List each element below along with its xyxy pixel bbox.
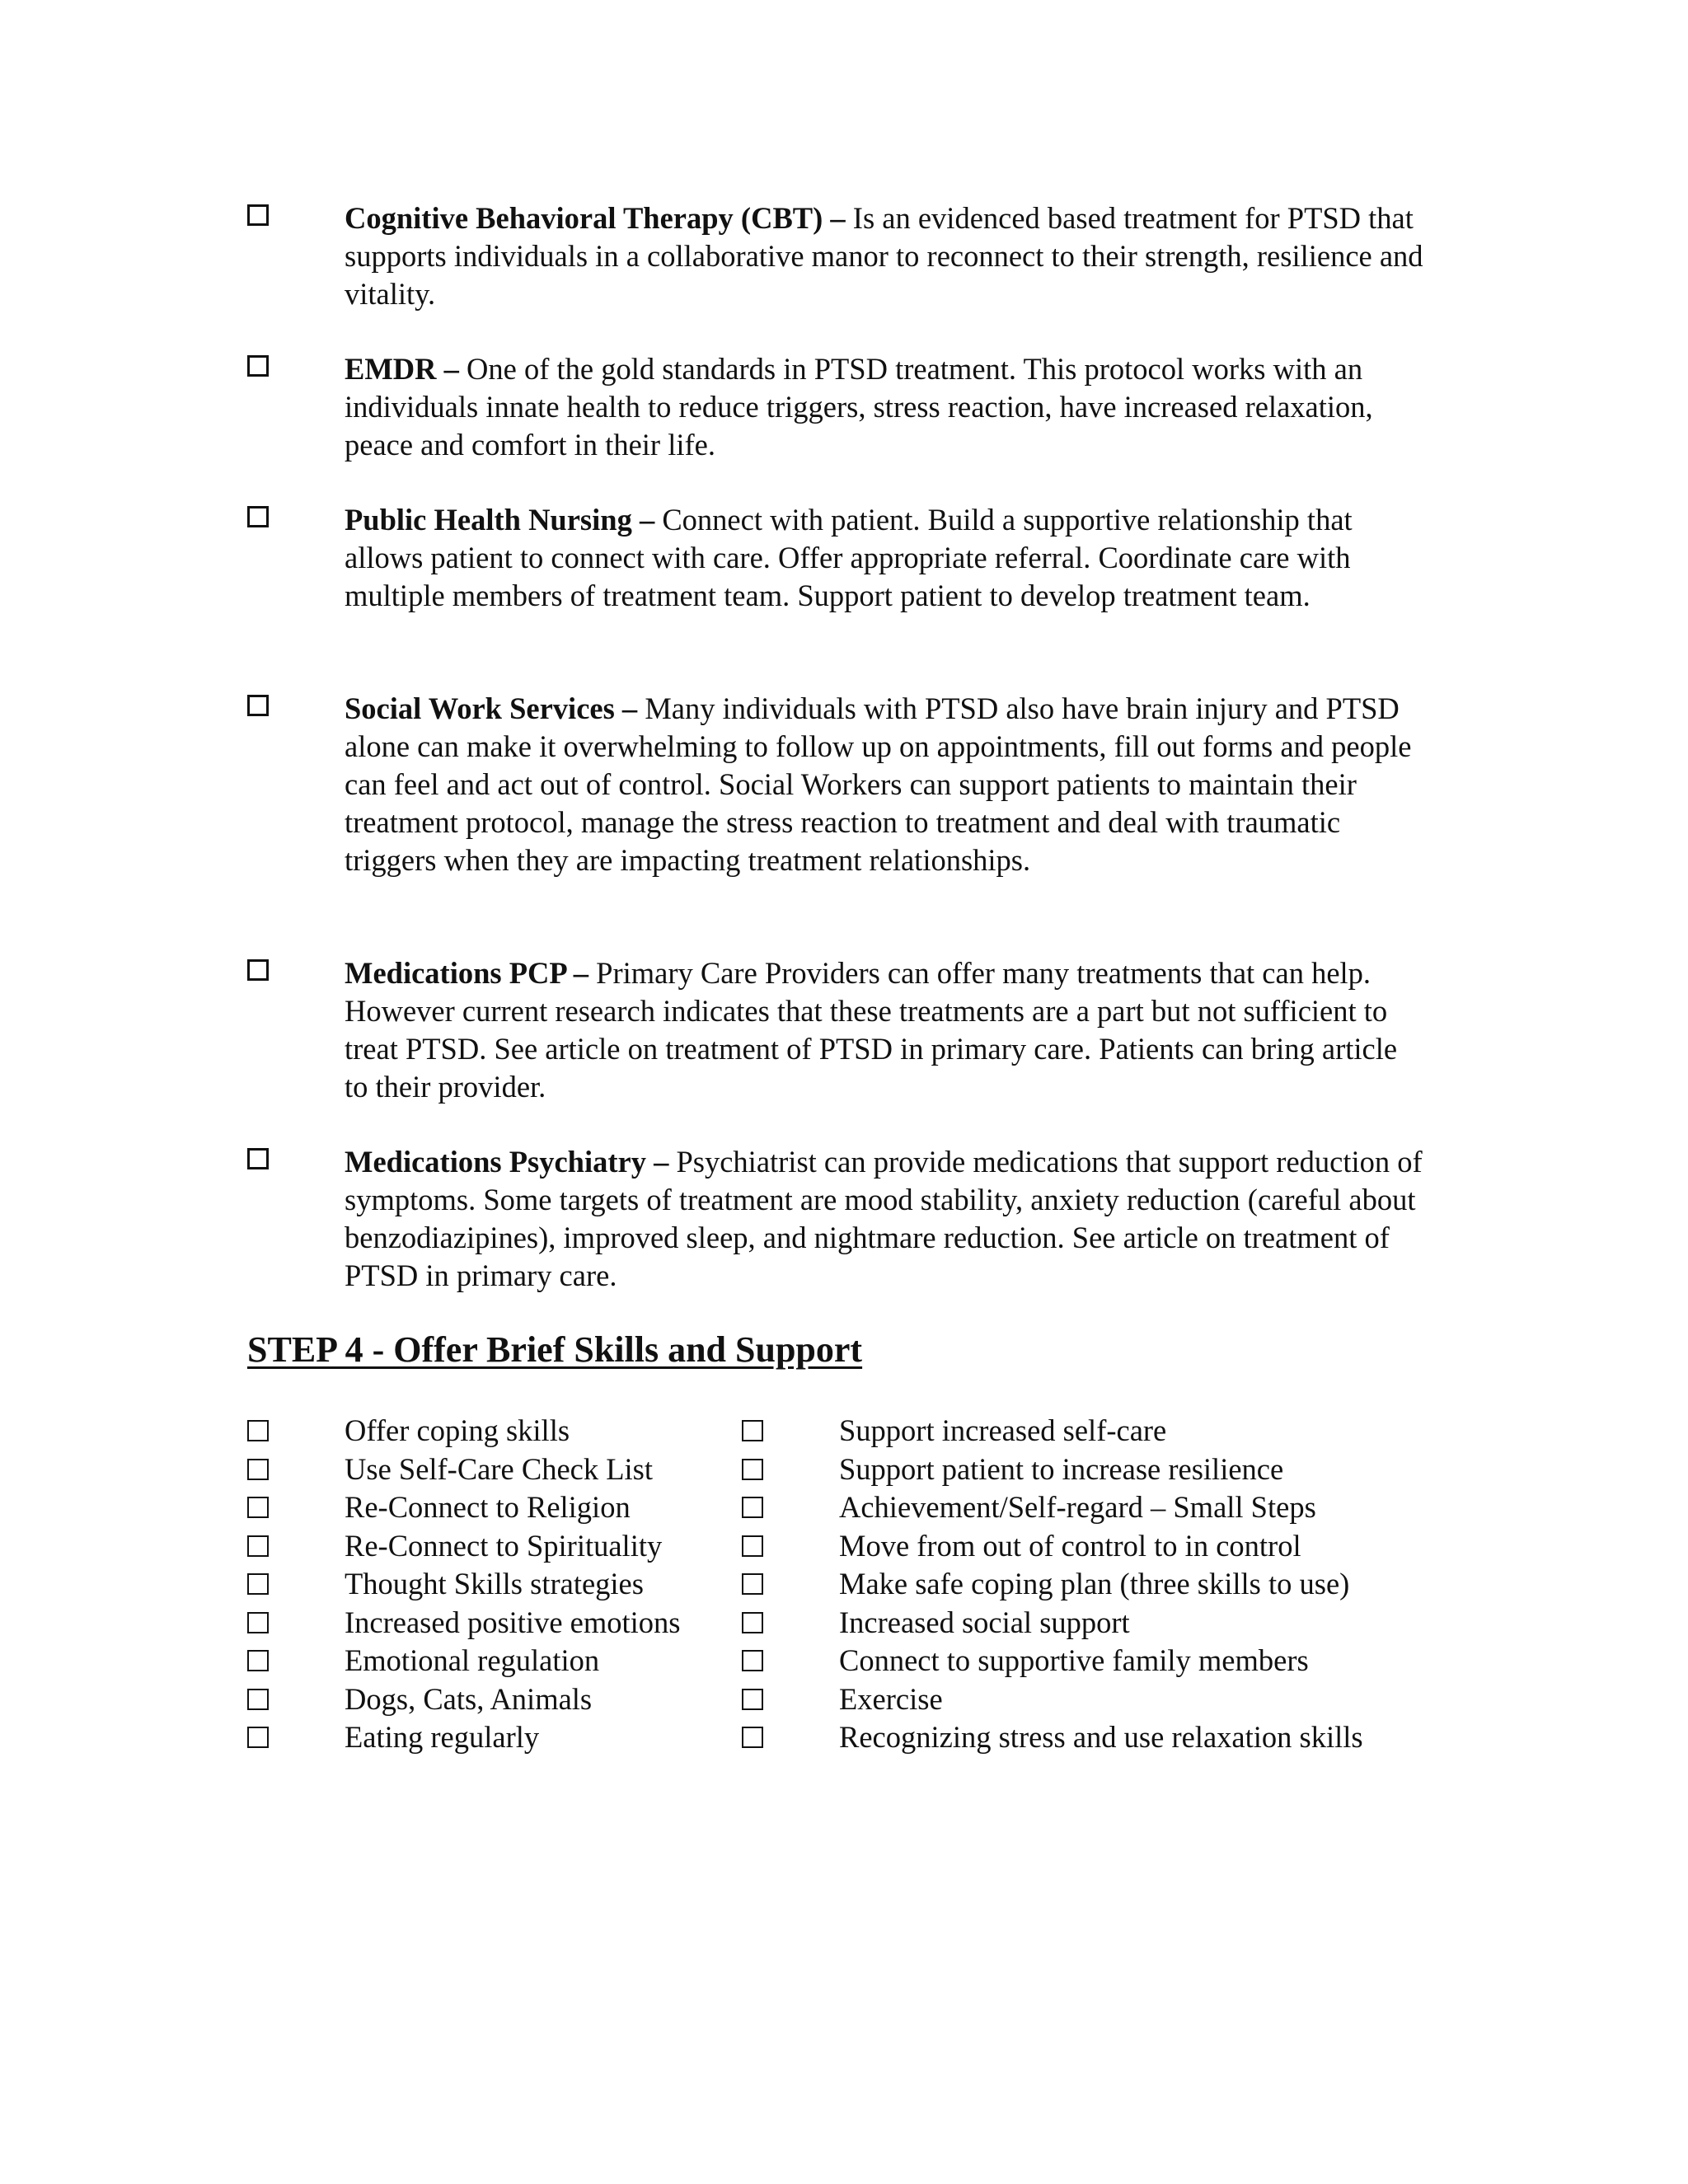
treatment-text: [345, 954, 1424, 1106]
treatment-body: Primary Care Providers can offer many treatments that can help. However current research indicates that these treatments are a part but not sufficient to treat PTSD. See article on treatment of PTSD in primary care. Patients can bring article to their provider.: [345, 956, 1398, 1104]
treatment-title: EMDR –: [345, 352, 459, 386]
skill-label: Achievement/Self-regard – Small Steps: [839, 1490, 1316, 1524]
treatment-title: Public Health Nursing –: [345, 503, 655, 537]
skill-label: Dogs, Cats, Animals: [345, 1681, 593, 1716]
checkbox[interactable]: [247, 1573, 269, 1595]
checkbox[interactable]: [247, 204, 269, 226]
skill-label: Recognizing stress and use relaxation skills: [839, 1720, 1363, 1754]
skill-label: Offer coping skills: [345, 1413, 570, 1447]
checkbox[interactable]: [247, 355, 269, 377]
checkbox[interactable]: [742, 1459, 763, 1480]
skill-label: Re-Connect to Spirituality: [345, 1528, 663, 1563]
skill-label: Increased positive emotions: [345, 1605, 681, 1639]
checkbox[interactable]: [247, 1459, 269, 1480]
checkbox[interactable]: [247, 506, 269, 527]
treatment-body: Many individuals with PTSD also have brain injury and PTSD alone can make it overwhelming to follow up on appointments, fill out forms and people can feel and act out of control. Social Workers can support patients to maintain their treatment protocol, manage the stress reaction to treatment and deal with traumatic triggers when they are impacting treatment relationships.: [345, 691, 1412, 877]
skill-label: Exercise: [839, 1681, 943, 1716]
skill-label: Re-Connect to Religion: [345, 1490, 631, 1524]
treatment-body: One of the gold standards in PTSD treatment. This protocol works with an individuals innate health to reduce triggers, stress reaction, have increased relaxation, peace and comfort in their life.: [345, 352, 1373, 462]
treatment-text: [345, 350, 1424, 464]
treatment-text: [345, 199, 1424, 313]
checkbox[interactable]: [247, 695, 269, 716]
checkbox[interactable]: [742, 1650, 763, 1671]
checkbox[interactable]: [742, 1497, 763, 1518]
skill-label: Support increased self-care: [839, 1413, 1167, 1447]
checkbox[interactable]: [742, 1420, 763, 1441]
checkbox[interactable]: [742, 1612, 763, 1633]
skill-label: Support patient to increase resilience: [839, 1451, 1284, 1486]
checkbox[interactable]: [247, 1535, 269, 1557]
checkbox[interactable]: [247, 1727, 269, 1748]
treatment-title: Medications Psychiatry –: [345, 1145, 669, 1179]
skill-label: Emotional regulation: [345, 1643, 600, 1677]
section-heading-step-4: STEP 4 - Offer Brief Skills and Support: [247, 1329, 863, 1370]
treatment-text: [345, 1143, 1424, 1295]
checkbox[interactable]: [247, 1148, 269, 1169]
skill-label: Use Self-Care Check List: [345, 1451, 654, 1486]
checkbox[interactable]: [247, 959, 269, 981]
checkbox[interactable]: [247, 1650, 269, 1671]
treatment-text: [345, 501, 1424, 615]
checkbox[interactable]: [247, 1420, 269, 1441]
checkbox[interactable]: [742, 1573, 763, 1595]
treatment-title: Medications PCP –: [345, 956, 589, 990]
checkbox[interactable]: [247, 1689, 269, 1710]
treatment-body: Is an evidenced based treatment for PTSD that supports individuals in a collaborative manor to reconnect to their strength, resilience and vitality.: [345, 201, 1423, 311]
skill-label: Eating regularly: [345, 1720, 540, 1754]
checkbox[interactable]: [742, 1689, 763, 1710]
treatment-title: Cognitive Behavioral Therapy (CBT) –: [345, 201, 846, 235]
treatment-text: [345, 690, 1424, 879]
skill-label: Make safe coping plan (three skills to use): [839, 1567, 1350, 1601]
checkbox[interactable]: [247, 1612, 269, 1633]
checkbox[interactable]: [742, 1535, 763, 1557]
treatment-title: Social Work Services –: [345, 691, 638, 725]
skill-label: Connect to supportive family members: [839, 1643, 1309, 1677]
checkbox[interactable]: [247, 1497, 269, 1518]
checkbox[interactable]: [742, 1727, 763, 1748]
treatment-body: Connect with patient. Build a supportive relationship that allows patient to connect with care. Offer appropriate referral. Coordinate care with multiple members of treatment team. Support patient to develop treatment team.: [345, 503, 1353, 612]
skill-label: Move from out of control to in control: [839, 1528, 1301, 1563]
treatment-body: Psychiatrist can provide medications that support reduction of symptoms. Some targets of treatment are mood stability, anxiety reduction (careful about benzodiazipines), improved sleep, and nightmare reduction. See article on treatment of PTSD in primary care.: [345, 1145, 1423, 1292]
skill-label: Thought Skills strategies: [345, 1567, 644, 1601]
skill-label: Increased social support: [839, 1605, 1130, 1639]
